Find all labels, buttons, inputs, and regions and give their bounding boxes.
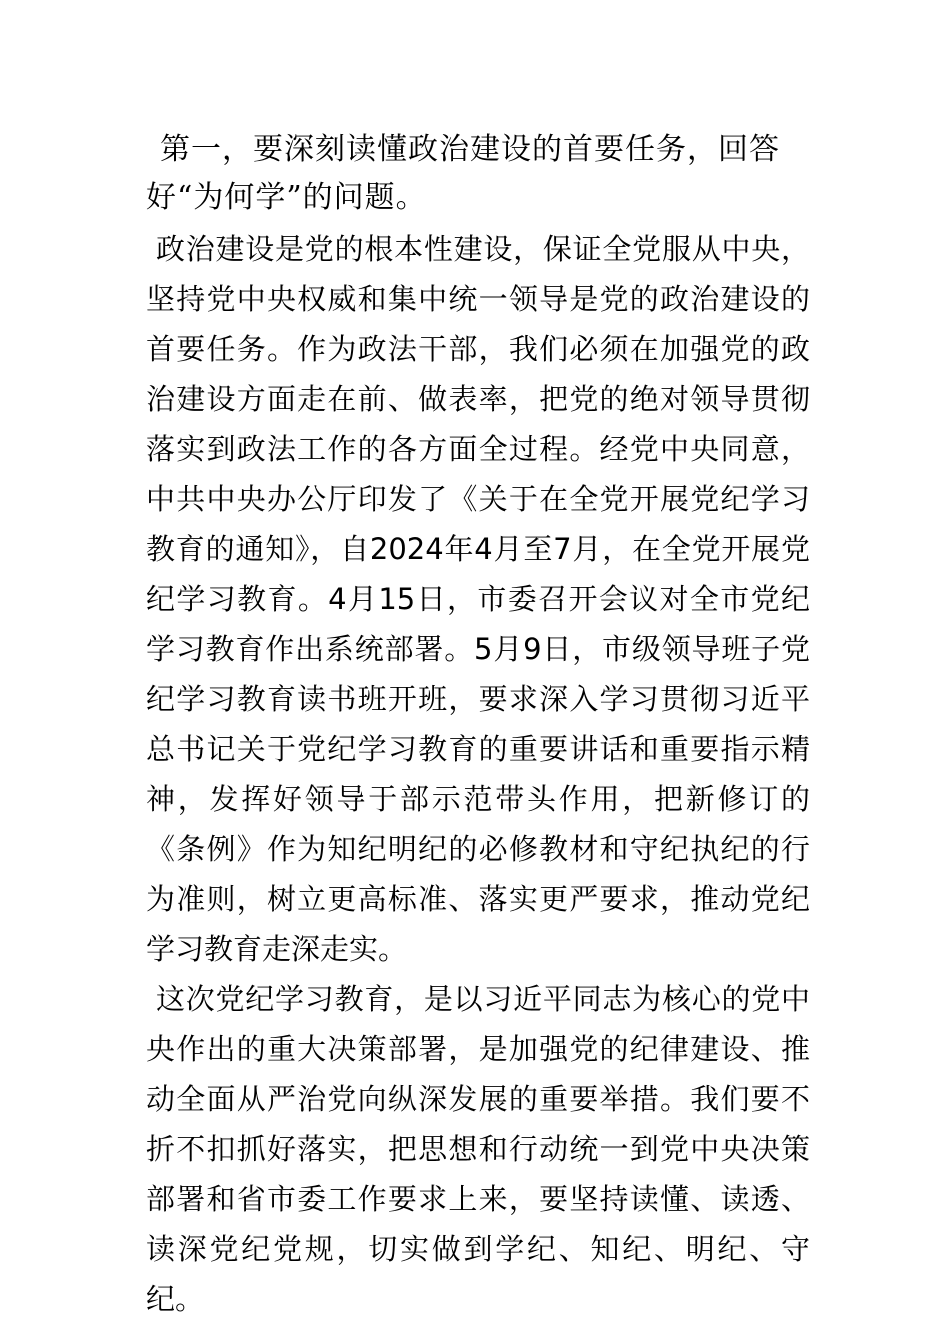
document-body [146, 126, 810, 1324]
section-heading: 第一，要深刻读懂政治建设的首要任务，回答好“为何学”的问题。 [146, 132, 780, 215]
paragraph-political-construction: 政治建设是党的根本性建设，保证全党服从中央，坚持党中央权威和集中统一领导是党的政治建设的首要任务。作为政法干部，我们必须在加强党的政治建设方面走在前、做表率，把党的绝对领导贯彻落实到政法工作的各方面全过程。经党中央同意，中共中央办公厅印发了《关于在全党开展党纪学习教育的通知》，自2024年4月至7月，在全党开展党纪学习教育。4月15日，市委召开会议对全市党纪学习教育作出系统部署。5月9日，市级领导班子党纪学习教育读书班开班，要求深入学习贯彻习近平总书记关于党纪学习教育的重要讲话和重要指示精神，发挥好领导于部示范带头作用，把新修订的《条例》作为知纪明纪的必修教材和守纪执纪的行为准则，树立更高标准、落实更严要求，推动党纪学习教育走深走实。 [146, 232, 810, 966]
paragraph-discipline-education: 这次党纪学习教育，是以习近平同志为核心的党中央作出的重大决策部署，是加强党的纪律建设、推动全面从严治党向纵深发展的重要举措。我们要不折不扣抓好落实，把思想和行动统一到党中央决策部署和省市委工作要求上来，要坚持读懂、读透、读深党纪党规，切实做到学纪、知纪、明纪、守纪。 [146, 982, 810, 1316]
